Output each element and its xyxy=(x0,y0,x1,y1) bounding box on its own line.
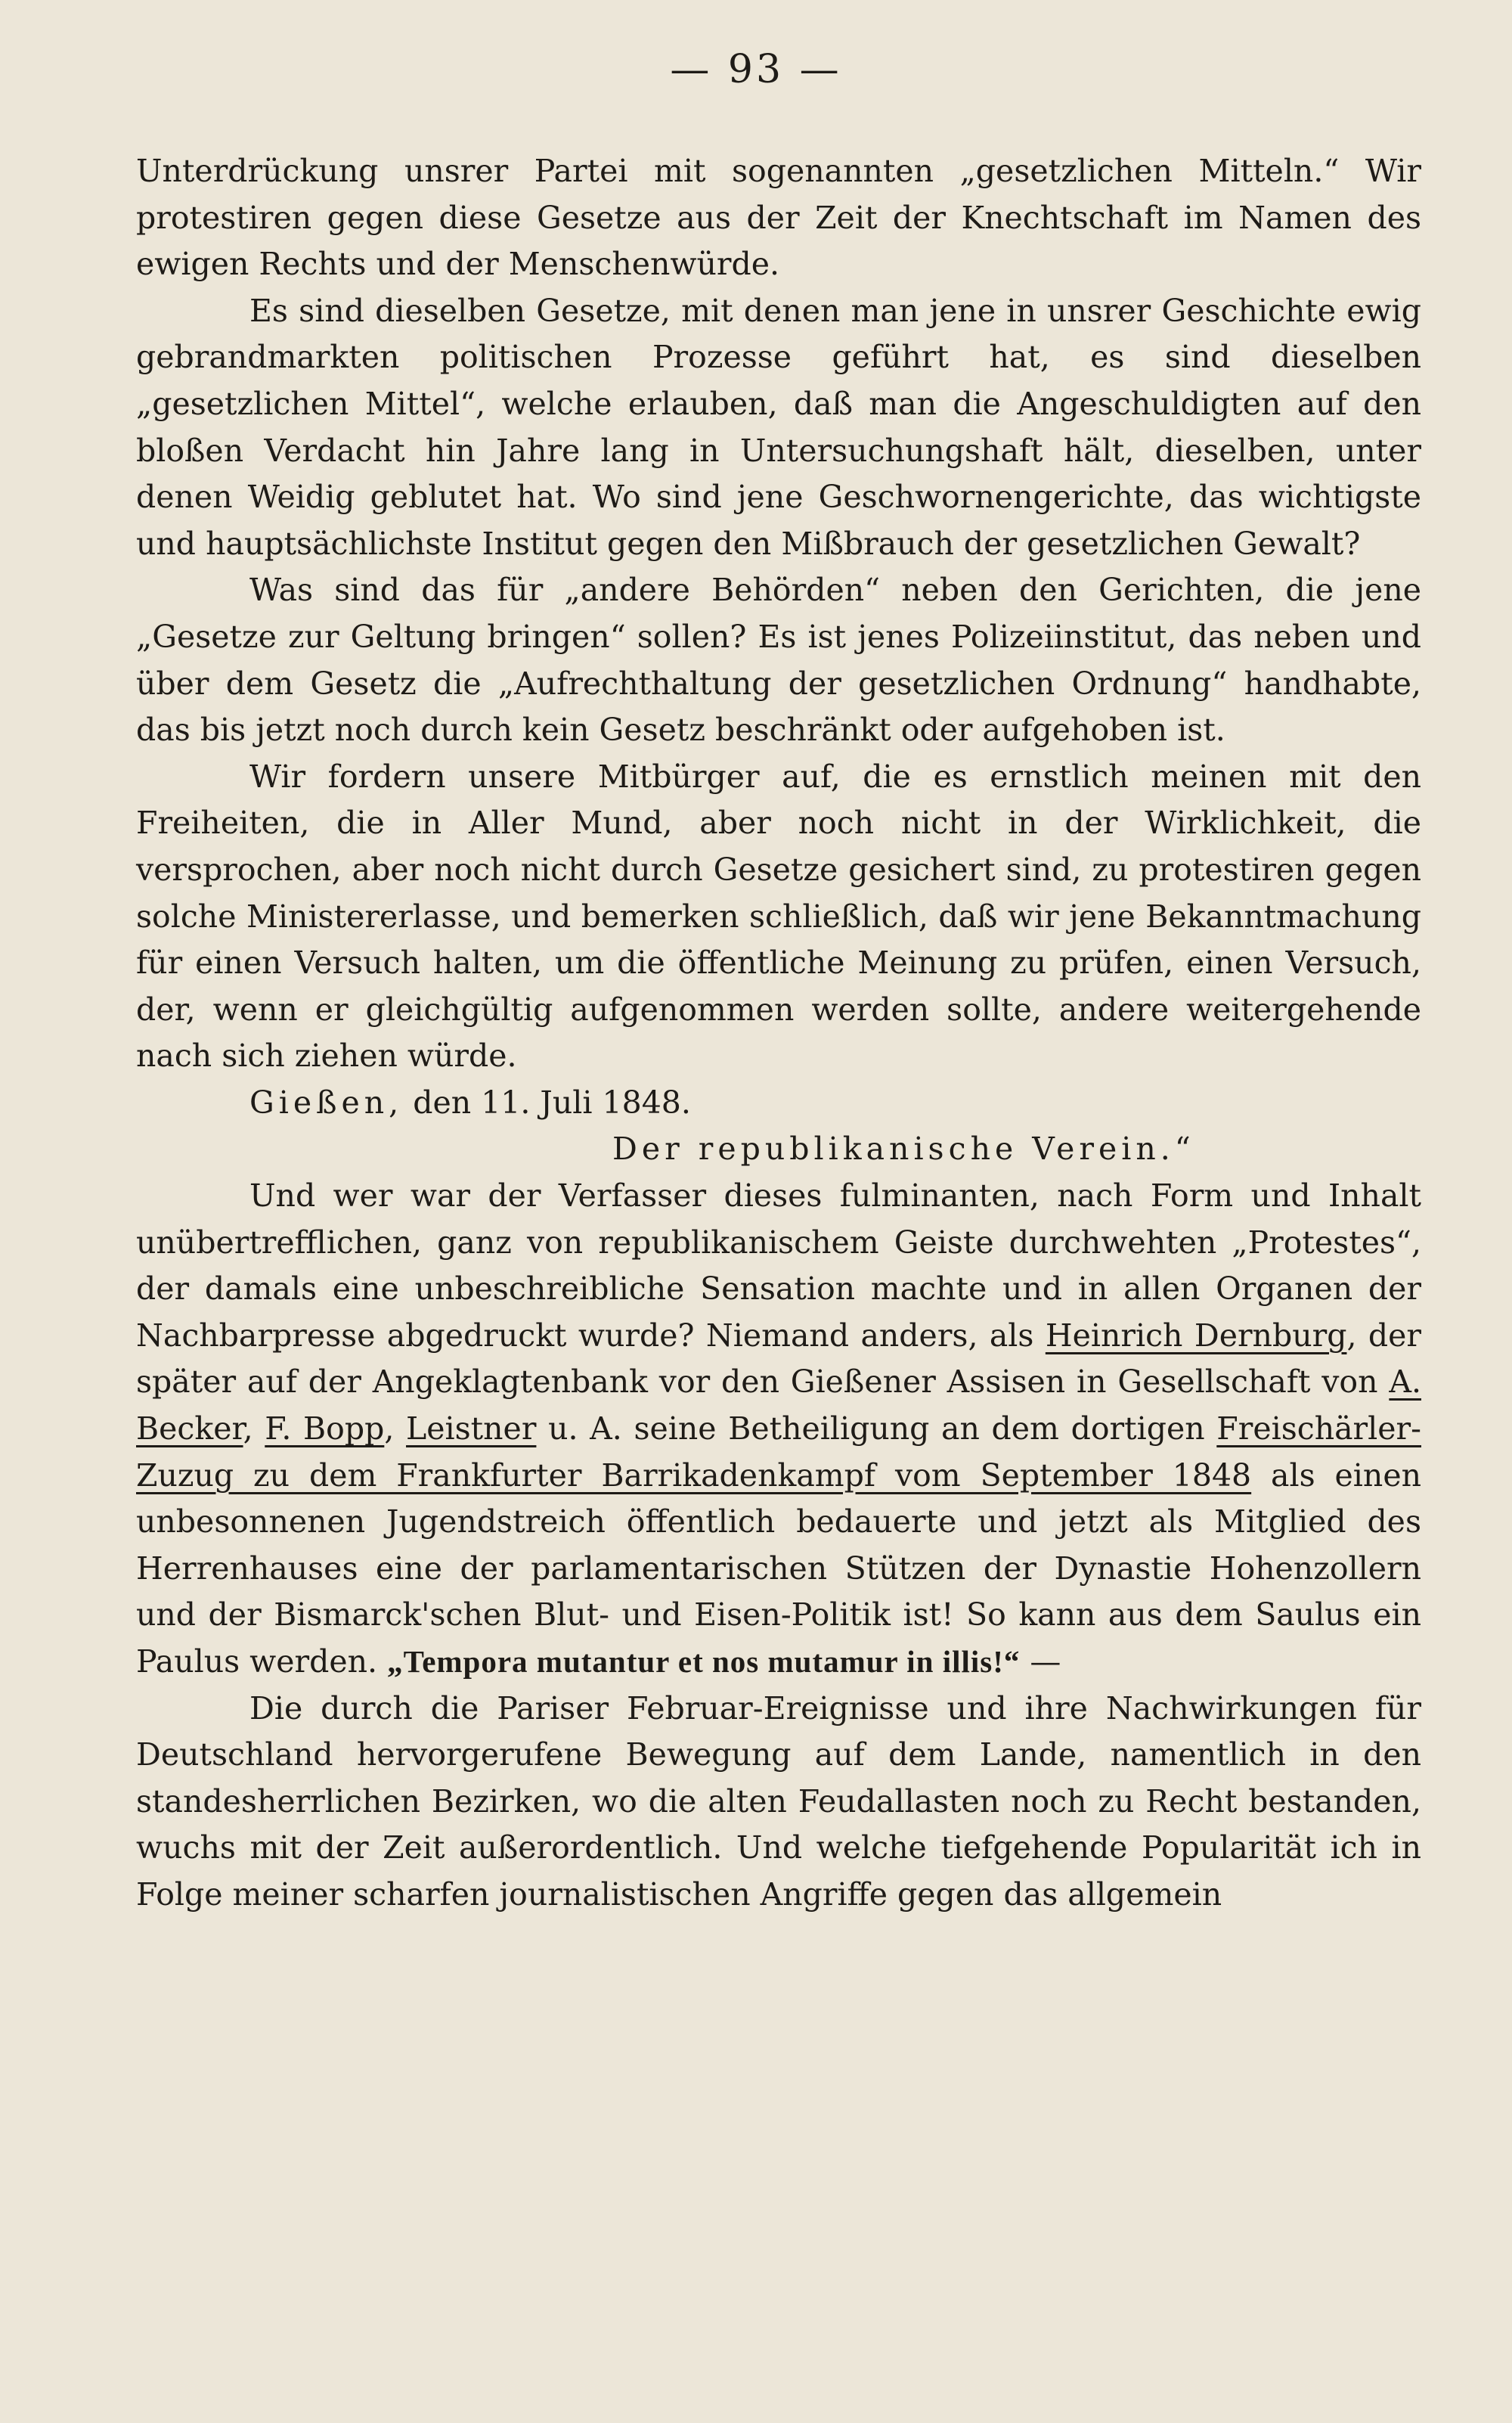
p5-text-e: u. A. seine Betheiligung an dem dortigen xyxy=(536,1410,1217,1447)
paragraph-5 xyxy=(136,1173,1421,1686)
place-name: Gießen, xyxy=(249,1084,404,1121)
underlined-name-dernburg: Heinrich Dernburg xyxy=(1045,1317,1347,1354)
underlined-name-leistner: Leistner xyxy=(406,1410,537,1447)
page-body xyxy=(136,148,1421,1919)
paragraph-1: Unterdrückung unsrer Partei mit sogenannten „gesetzlichen Mitteln.“ Wir protestiren gegen diese Gesetze aus der Zeit der Knechtschaft im Namen des ewigen Rechts und der Menschenwürde. xyxy=(136,153,1421,283)
paragraph-2: Es sind dieselben Gesetze, mit denen man jene in unsrer Geschichte ewig gebrandmarkten politischen Prozesse geführt hat, es sind dieselben „gesetzlichen Mittel“, welche erlauben, daß man die Angeschuldigten auf den bloßen Verdacht hin Jahre lang in Untersuchungshaft hält, dieselben, unter denen Weidig geblutet hat. Wo sind jene Geschwornengerichte, das wichtigste und hauptsächlichste Institut gegen den Mißbrauch der gesetzlichen Gewalt? xyxy=(136,292,1421,562)
paragraph-4: Wir fordern unsere Mitbürger auf, die es ernstlich meinen mit den Freiheiten, die in Aller Mund, aber noch nicht in der Wirklichkeit, die versprochen, aber noch nicht durch Gesetze gesichert sind, zu protestiren gegen solche Ministererlasse, und bemerken schließlich, daß wir jene Bekanntmachung für einen Versuch halten, um die öffentliche Meinung zu prüfen, einen Versuch, der, wenn er gleichgültig aufgenommen werden sollte, andere weitergehende nach sich ziehen würde. xyxy=(136,758,1421,1075)
p5-text-f: als einen unbesonnenen Jugendstreich öffentlich bedauerte und jetzt als Mitglied des Herrenhauses eine der parlamentarischen Stützen der Dynastie Hohenzollern und der Bismarck'schen Blut- und Eisen-Politik ist! So kann aus dem Saulus ein Paulus werden. xyxy=(136,1457,1421,1680)
page-number: — 93 — xyxy=(670,47,842,92)
p5-dash: — xyxy=(1020,1643,1061,1680)
paragraph-3: Was sind das für „andere Behörden“ neben den Gerichten, die jene „Gesetze zur Geltung bringen“ sollen? Es ist jenes Polizeiinstitut, das neben und über dem Gesetz die „Aufrechthaltung der gesetzlichen Ordnung“ handhabte, das bis jetzt noch durch kein Gesetz beschränkt oder aufgehoben ist. xyxy=(136,572,1421,749)
signature: Der republikanische Verein.“ xyxy=(612,1131,1195,1168)
underlined-passage: Freischärler-Zuzug zu dem Frankfurter Barrikadenkampf vom September 1848 xyxy=(136,1410,1421,1494)
date-text: den 11. Juli 1848. xyxy=(403,1084,691,1121)
p5-text-d: , xyxy=(384,1410,407,1447)
place-date xyxy=(136,1080,1421,1127)
underlined-name-bopp: F. Bopp xyxy=(265,1410,385,1447)
latin-quote: „Tempora mutantur et nos mutamur in illis!“ xyxy=(387,1644,1021,1679)
underlined-name-becker: A. Becker xyxy=(136,1364,1421,1447)
p5-text-c: , xyxy=(243,1410,265,1447)
p5-text-a: Und wer war der Verfasser dieses fulminanten, nach Form und Inhalt unübertrefflichen, ganz von republikanischem Geiste durchwehten „Protestes“, der damals eine unbeschreibliche Sensation machte und in allen Organen der Nachbarpresse abgedruckt wurde? Niemand anders, als xyxy=(136,1177,1421,1354)
p5-text-b: , der später auf der Angeklagtenbank vor den Gießener Assisen in Gesellschaft von xyxy=(136,1317,1421,1401)
paragraph-6: Die durch die Pariser Februar-Ereignisse und ihre Nachwirkungen für Deutschland hervorgerufene Bewegung auf dem Lande, namentlich in den standesherrlichen Bezirken, wo die alten Feudallasten noch zu Recht bestanden, wuchs mit der Zeit außerordentlich. Und welche tiefgehende Popularität ich in Folge meiner scharfen journalistischen Angriffe gegen das allgemein xyxy=(136,1689,1421,1913)
